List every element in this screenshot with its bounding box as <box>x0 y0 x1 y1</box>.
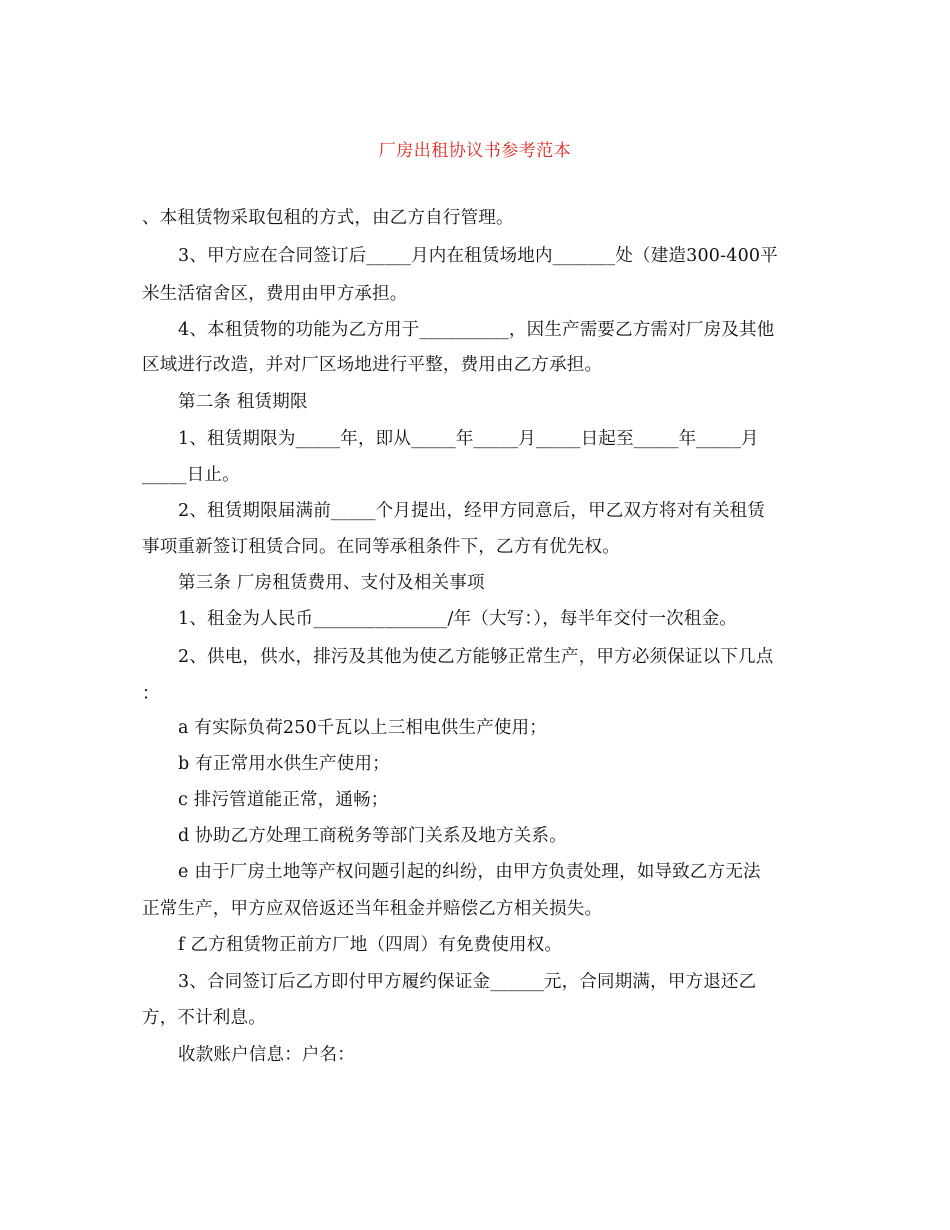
text-line: ： <box>142 684 160 704</box>
list-item: e 由于厂房土地等产权问题引起的纠纷，由甲方负责处理，如导致乙方无法 <box>178 862 761 882</box>
text-line: _____日止。 <box>142 465 240 485</box>
text-line: 、本租赁物采取包租的方式，由乙方自行管理。 <box>142 208 514 228</box>
text-line: 4、本租赁物的功能为乙方用于__________，因生产需要乙方需对厂房及其他 <box>178 320 775 340</box>
list-item: f 乙方租赁物正前方厂地（四周）有免费使用权。 <box>178 935 563 955</box>
text-line: 事项重新签订租赁合同。在同等承租条件下，乙方有优先权。 <box>142 537 620 557</box>
text-line: 1、租金为人民币_______________/年（大写：），每半年交付一次租金。 <box>178 609 737 629</box>
list-item: b 有正常用水供生产使用； <box>178 754 390 774</box>
section-heading: 第二条 租赁期限 <box>178 392 308 412</box>
text-line: 收款账户信息：户名： <box>178 1045 355 1065</box>
list-item: d 协助乙方处理工商税务等部门关系及地方关系。 <box>178 826 567 846</box>
text-line: 3、合同签订后乙方即付甲方履约保证金______元，合同期满，甲方退还乙 <box>178 972 757 992</box>
text-line: 2、租赁期限届满前_____个月提出，经甲方同意后，甲乙双方将对有关租赁 <box>178 501 766 521</box>
list-item: a 有实际负荷250千瓦以上三相电供生产使用； <box>178 718 547 738</box>
list-item: c 排污管道能正常，通畅； <box>178 790 389 810</box>
text-line: 2、供电，供水，排污及其他为使乙方能够正常生产，甲方必须保证以下几点 <box>178 647 774 667</box>
text-line: 正常生产，甲方应双倍返还当年租金并赔偿乙方相关损失。 <box>142 899 603 919</box>
section-heading: 第三条 厂房租赁费用、支付及相关事项 <box>178 573 485 593</box>
text-line: 区域进行改造，并对厂区场地进行平整，费用由乙方承担。 <box>142 355 603 375</box>
text-line: 1、租赁期限为_____年，即从_____年_____月_____日起至_____年_____月 <box>178 429 759 449</box>
text-line: 米生活宿舍区，费用由甲方承担。 <box>142 284 408 304</box>
text-line: 方，不计利息。 <box>142 1008 266 1028</box>
text-line: 3、甲方应在合同签订后_____月内在租赁场地内_______处（建造300-400平 <box>178 246 778 266</box>
document-title: 厂房出租协议书参考范本 <box>378 141 572 161</box>
